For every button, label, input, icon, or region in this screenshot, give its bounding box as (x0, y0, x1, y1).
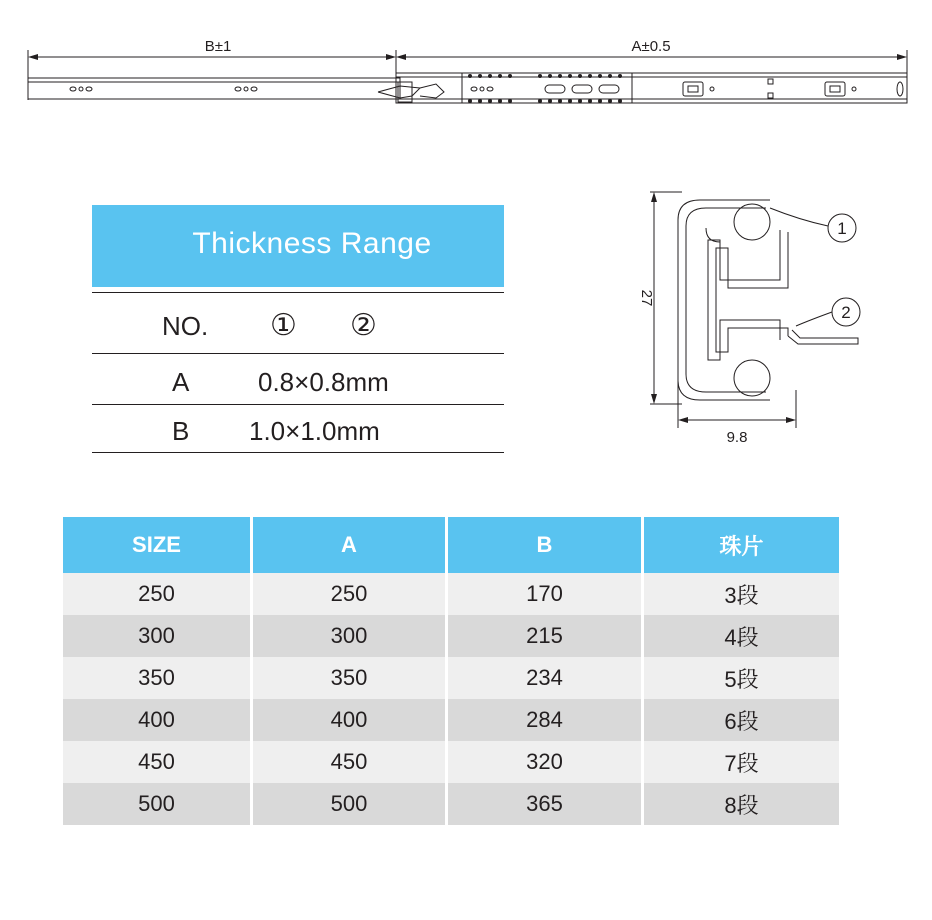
thickness-title: Thickness Range (192, 227, 432, 260)
cell-segments: 7段 (644, 741, 839, 783)
dim-a-label: A±0.5 (631, 38, 671, 55)
height-dimension: 27 (638, 289, 655, 307)
cell-b: 365 (448, 783, 644, 825)
thickness-row-value: 1.0×1.0mm (249, 416, 380, 446)
thickness-row-value: 0.8×0.8mm (258, 367, 389, 397)
table-row (63, 699, 839, 741)
table-row (63, 741, 839, 783)
thickness-no-label: NO. (162, 311, 209, 341)
table-row (63, 783, 839, 825)
cell-size: 300 (63, 615, 253, 657)
callout-2-symbol: ② (350, 309, 377, 342)
cell-a: 250 (253, 573, 448, 615)
header-ball-segments: 珠片 (644, 517, 839, 573)
size-table (63, 517, 839, 825)
cell-segments: 8段 (644, 783, 839, 825)
divider (92, 353, 504, 354)
cross-section-drawing (620, 180, 920, 460)
dim-b-label: B±1 (204, 38, 232, 55)
table-header-row (63, 517, 839, 573)
cell-b: 170 (448, 573, 644, 615)
thickness-row-label: B (172, 416, 190, 446)
cell-size: 450 (63, 741, 253, 783)
slide-rail-drawing (0, 0, 932, 120)
cell-size: 400 (63, 699, 253, 741)
header-a: A (253, 517, 448, 573)
cell-a: 300 (253, 615, 448, 657)
cell-segments: 6段 (644, 699, 839, 741)
thickness-header (92, 205, 504, 287)
width-dimension: 9.8 (726, 429, 748, 446)
cell-segments: 4段 (644, 615, 839, 657)
table-row (63, 615, 839, 657)
cell-a: 400 (253, 699, 448, 741)
cell-a: 350 (253, 657, 448, 699)
header-b: B (448, 517, 644, 573)
cell-b: 215 (448, 615, 644, 657)
callout-1-symbol: ① (270, 309, 297, 342)
cell-size: 500 (63, 783, 253, 825)
cell-a: 500 (253, 783, 448, 825)
divider (92, 452, 504, 453)
cell-size: 350 (63, 657, 253, 699)
thickness-row-label: A (172, 367, 190, 397)
header-size: SIZE (63, 517, 253, 573)
callout-2-number: 2 (841, 303, 851, 322)
cell-segments: 3段 (644, 573, 839, 615)
cell-size: 250 (63, 573, 253, 615)
callout-1-number: 1 (837, 219, 847, 238)
divider (92, 404, 504, 405)
divider (92, 292, 504, 293)
table-row (63, 573, 839, 615)
cell-b: 234 (448, 657, 644, 699)
cell-segments: 5段 (644, 657, 839, 699)
table-row (63, 657, 839, 699)
cell-b: 284 (448, 699, 644, 741)
cell-b: 320 (448, 741, 644, 783)
cell-a: 450 (253, 741, 448, 783)
